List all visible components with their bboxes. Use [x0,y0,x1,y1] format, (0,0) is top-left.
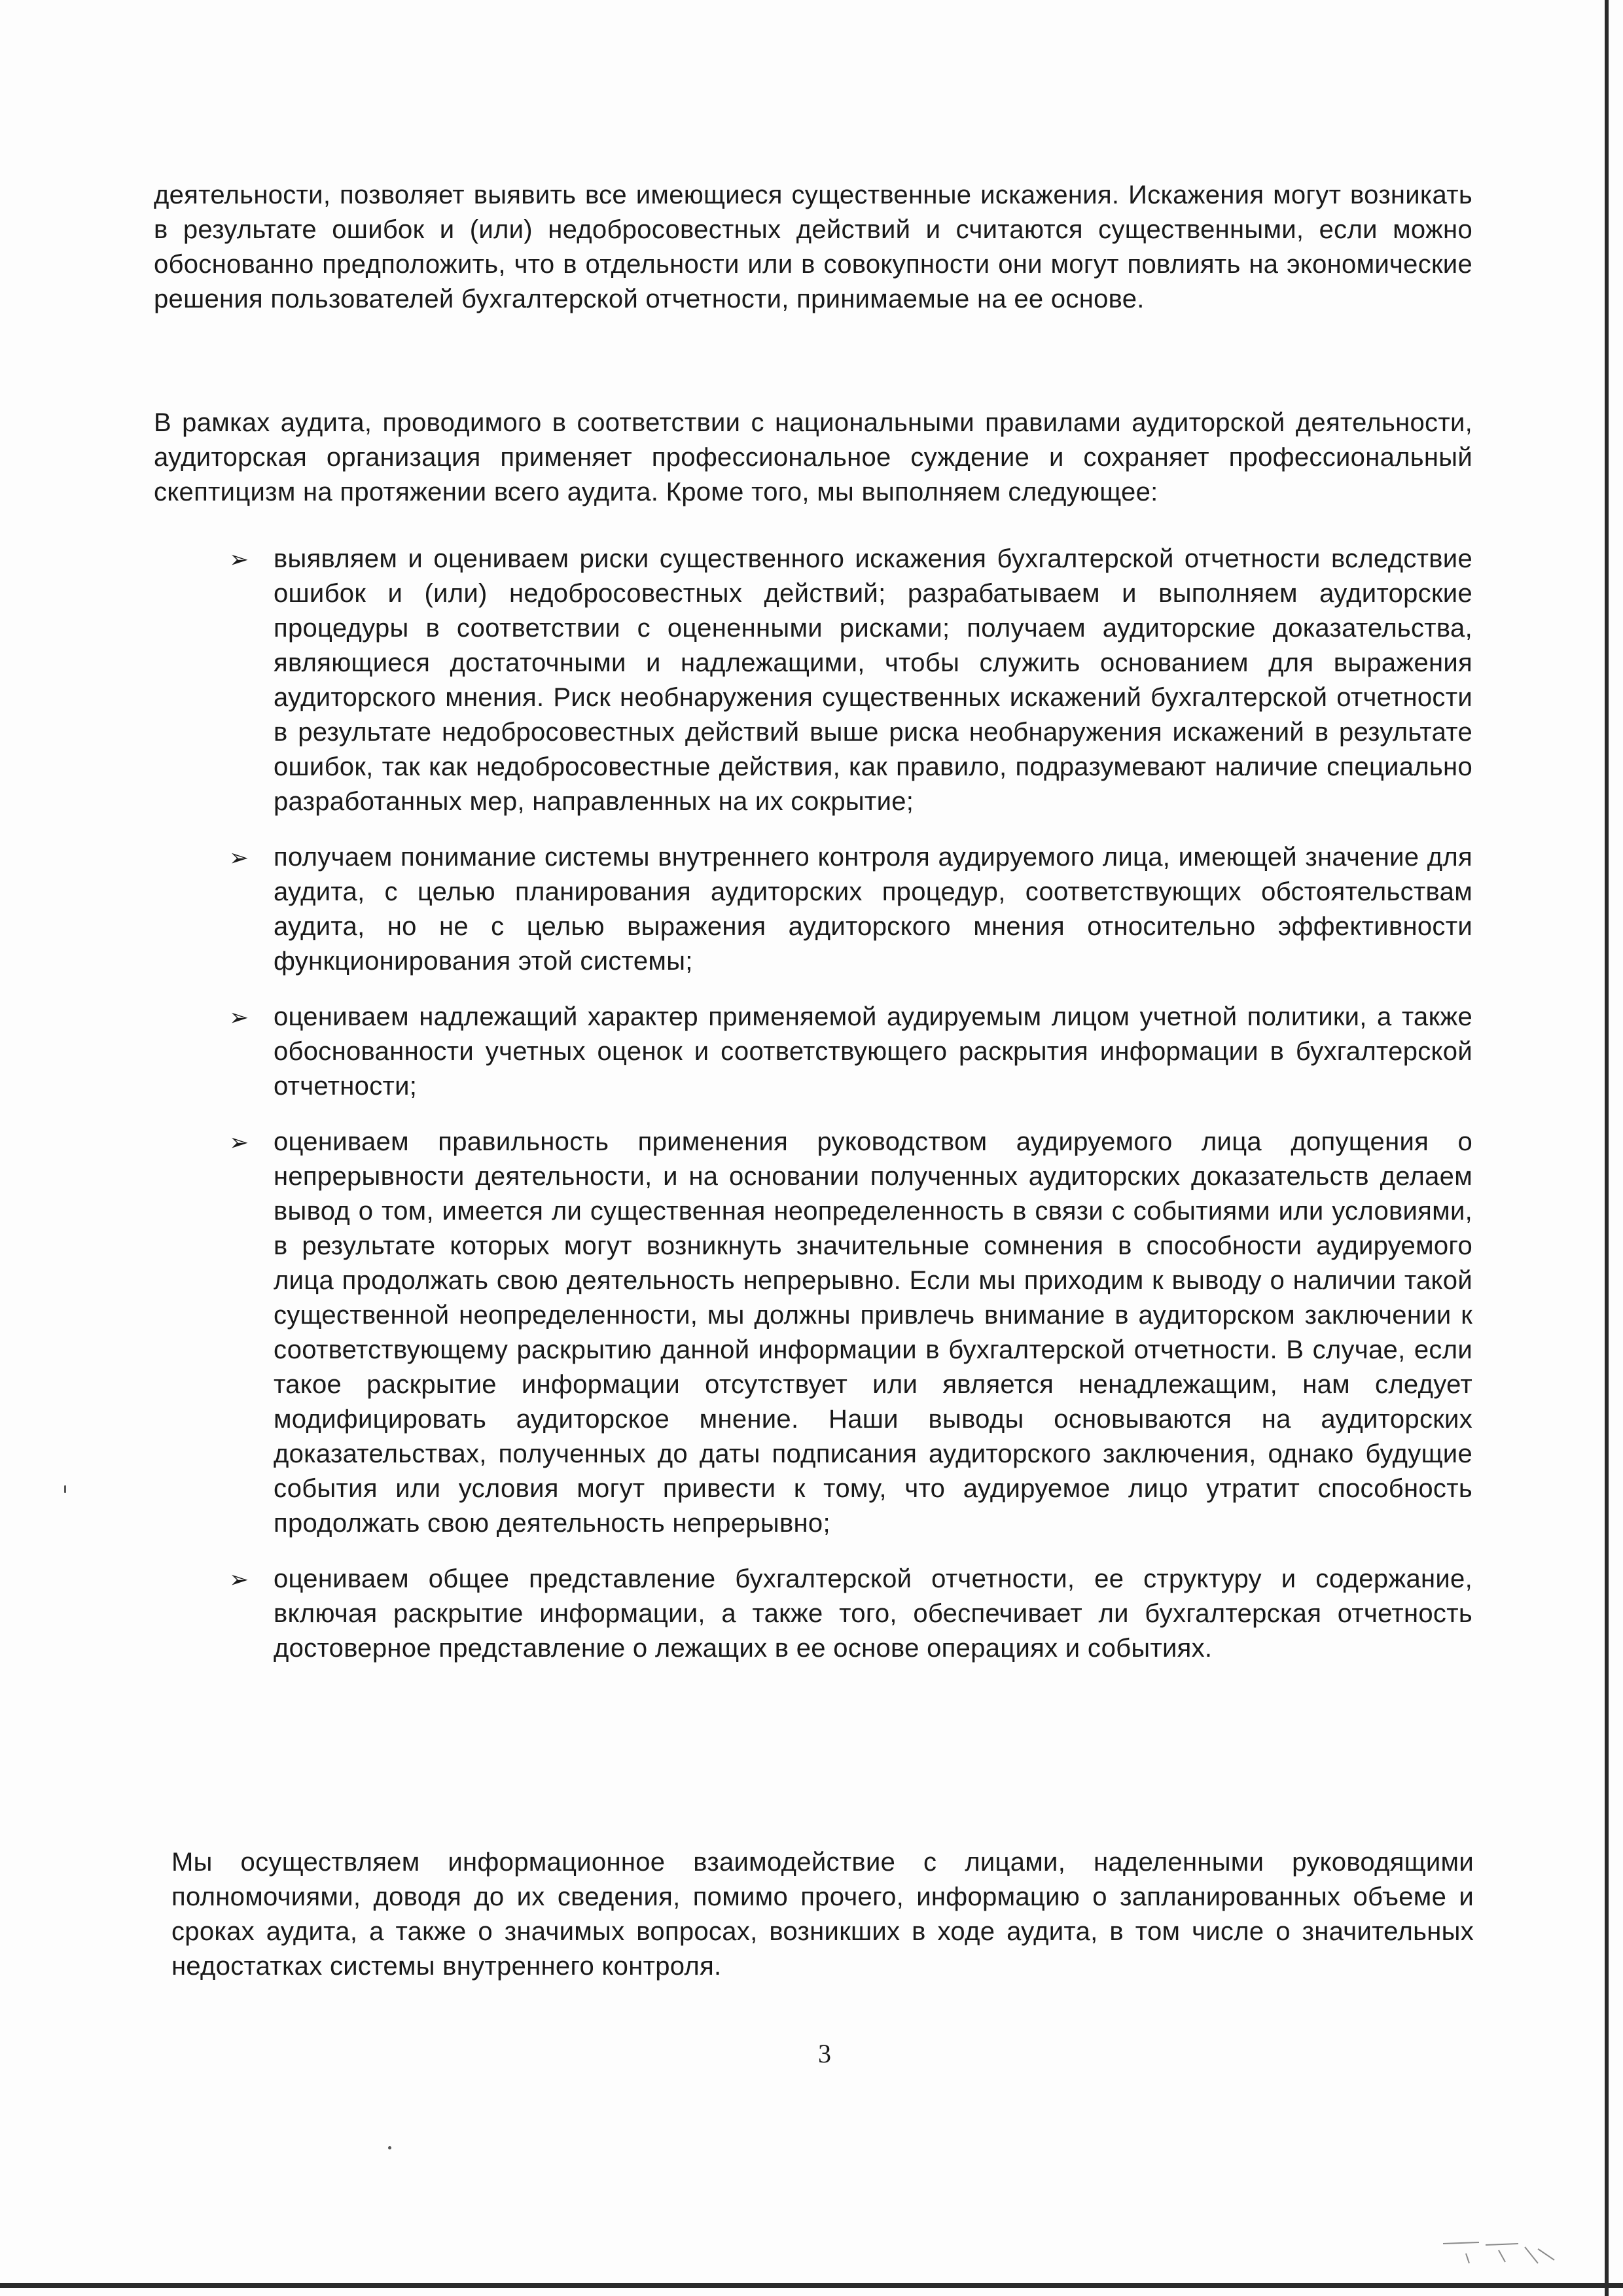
list-item [229,840,1472,979]
arrow-bullet-icon: ➢ [229,1566,249,1593]
list-item-text: оцениваем правильность применения руководством аудируемого лица допущения о непрерывности деятельности, и на основании полученных аудиторских доказательств делаем вывод о том, имеется ли существенная неопределенность в связи с событиями или условиями, в результате которых могут возникнуть значительные сомнения в способности аудируемого лица продолжать свою деятельность непрерывно. Если мы приходим к выводу о наличии такой существенной неопределенности, мы должны привлечь внимание в аудиторском заключении к соответствующему раскрытию данной информации в бухгалтерской отчетности. В случае, если такое раскрытие информации отсутствует или является ненадлежащим, нам следует модифицировать аудиторское мнение. Наши выводы основываются на аудиторских доказательствах, полученных до даты подписания аудиторского заключения, однако будущие события или условия могут привести к тому, что аудируемое лицо утратит способность продолжать свою деятельность непрерывно; [274,1127,1472,1538]
list-item [229,1000,1472,1104]
list-item-text: оцениваем надлежащий характер применяемой аудируемым лицом учетной политики, а также обоснованности учетных оценок и соответствующего раскрытия информации в бухгалтерской отчетности; [274,1002,1472,1101]
paragraph-continuation: деятельности, позволяет выявить все имеющиеся существенные искажения. Искажения могут возникать в результате ошибок и (или) недобросовестных действий и считаются существенными, если можно обоснованно предположить, что в отдельности или в совокупности они могут повлиять на экономические решения пользователей бухгалтерской отчетности, принимаемые на ее основе. [154,181,1472,313]
list-item-text: оцениваем общее представление бухгалтерской отчетности, ее структуру и содержание, включая раскрытие информации, а также того, обеспечивает ли бухгалтерская отчетность достоверное представление о лежащих в ее основе операциях и событиях. [274,1564,1472,1663]
list-item [229,542,1472,819]
list-item [229,1125,1472,1541]
audit-procedures-list [229,542,1472,1687]
scan-speck [388,2146,391,2149]
scan-edge-right [1605,0,1609,2296]
paragraph-audit-scope: В рамках аудита, проводимого в соответствии с национальными правилами аудиторской деятельности, аудиторская организация применяет профессиональное суждение и сохраняет профессиональный скептицизм на протяжении всего аудита. Кроме того, мы выполняем следующее: [154,408,1472,506]
arrow-bullet-icon: ➢ [229,1004,249,1031]
scan-edge-bottom [0,2283,1623,2288]
list-item-text: выявляем и оцениваем риски существенного искажения бухгалтерской отчетности вследствие ошибок и (или) недобросовестных действий; разрабатываем и выполняем аудиторские процедуры в соответствии с оцененными рисками; получаем аудиторские доказательства, являющиеся достаточными и надлежащими, чтобы служить основанием для выражения аудиторского мнения. Риск необнаружения существенных искажений бухгалтерской отчетности в результате недобросовестных действий выше риска необнаружения искажений в результате ошибок, так как недобросовестные действия, как правило, подразумевают наличие специально разработанных мер, направленных на их сокрытие; [274,544,1472,816]
arrow-bullet-icon: ➢ [229,844,249,871]
scan-speck [64,1485,66,1493]
list-item [229,1562,1472,1666]
list-item-text: получаем понимание системы внутреннего контроля аудируемого лица, имеющей значение для аудита, с целью планирования аудиторских процедур, соответствующих обстоятельствам аудита, но не с целью выражения аудиторского мнения относительно эффективности функционирования этой системы; [274,843,1472,976]
arrow-bullet-icon: ➢ [229,1129,249,1156]
page-number: 3 [818,2039,831,2068]
paragraph-communication: Мы осуществляем информационное взаимодействие с лицами, наделенными руководящими полномочиями, доводя до их сведения, помимо прочего, информацию о запланированных объеме и сроках аудита, а также о значимых вопросах, возникших в ходе аудита, в том числе о значительных недостатках системы внутреннего контроля. [171,1848,1474,1981]
scan-artifact-marks [1440,2231,1564,2270]
arrow-bullet-icon: ➢ [229,546,249,573]
